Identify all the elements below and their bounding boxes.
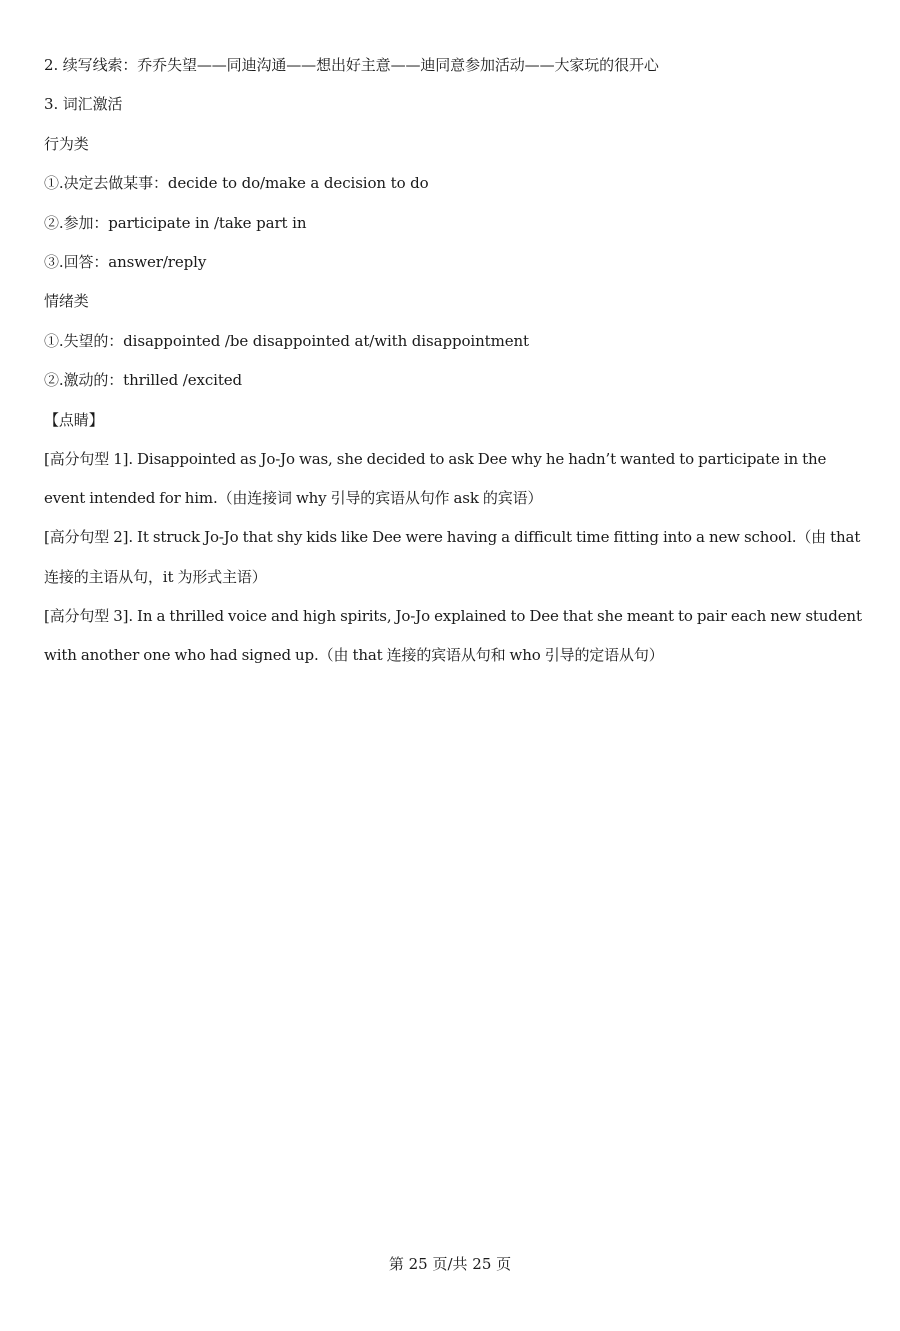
highlight-heading: 【点睛】 (44, 410, 104, 429)
behavior-item-answer: ③.回答：answer/reply (44, 253, 207, 272)
page-number-footer: 第 25 页/共 25 页 (388, 1255, 512, 1273)
emotion-item-disappointed: ①.失望的：disappointed /be disappointed at/with disappointment (44, 331, 529, 350)
emotion-heading: 情绪类 (44, 292, 89, 311)
document-body (44, 46, 868, 675)
sentence-pattern-1: [高分句型 1]. Disappointed as Jo-Jo was, she decided to ask Dee why he hadn’t wanted to participate in the event intended for him.（由连接词 why 引导的宾语从句作 ask 的宾语） (44, 450, 827, 508)
behavior-item-decide: ①.决定去做某事：decide to do/make a decision to do (44, 174, 429, 193)
vocab-heading: 3. 词汇激活 (44, 95, 123, 114)
behavior-item-participate: ②.参加：participate in /take part in (44, 213, 307, 232)
sentence-pattern-2: [高分句型 2]. It struck Jo-Jo that shy kids like Dee were having a difficult time fitting into a new school.（由 that 连接的主语从句，it 为形式主语） (44, 528, 861, 586)
continuation-clue: 2. 续写线索：乔乔失望——同迪沟通——想出好主意——迪同意参加活动——大家玩的很开心 (44, 56, 659, 74)
sentence-pattern-3: [高分句型 3]. In a thrilled voice and high spirits, Jo-Jo explained to Dee that she meant to pair each new student with another one who had signed up.（由 that 连接的宾语从句和 who 引导的定语从句） (44, 606, 862, 665)
behavior-heading: 行为类 (44, 134, 89, 153)
emotion-item-thrilled: ②.激动的：thrilled /excited (44, 371, 243, 390)
